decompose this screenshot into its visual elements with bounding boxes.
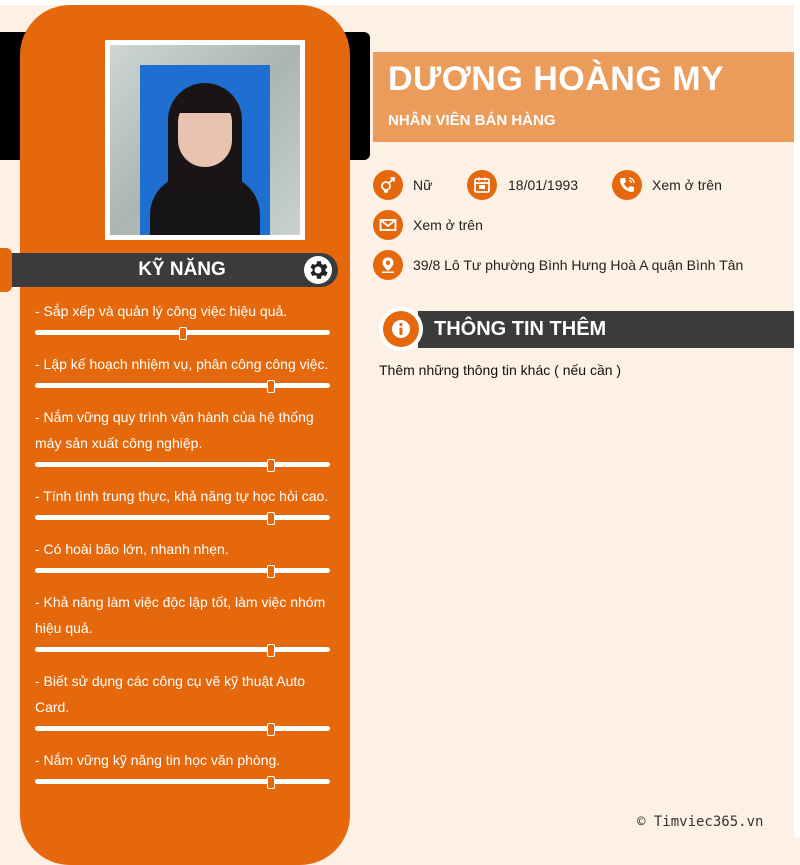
phone-text: Xem ở trên xyxy=(652,177,722,193)
watermark: © Timviec365.vn xyxy=(637,814,764,830)
skill-level-bar xyxy=(35,462,330,467)
birthday-text: 18/01/1993 xyxy=(508,177,579,193)
address-text: 39/8 Lô Tư phường Bình Hưng Hoà A quận Bình Tân xyxy=(413,257,744,273)
skill-level-bar xyxy=(35,515,330,520)
skill-level-bar xyxy=(35,647,330,652)
avatar xyxy=(105,40,305,240)
email-icon xyxy=(373,210,403,240)
gender-text: Nữ xyxy=(413,177,433,193)
skill-item-text: - Sắp xếp và quản lý công việc hiệu quả. xyxy=(35,303,288,319)
additional-info-text: Thêm những thông tin khác ( nếu cần ) xyxy=(379,362,622,378)
skill-level-knob xyxy=(267,644,275,657)
skill-item-text: - Nắm vững kỹ năng tin học văn phòng. xyxy=(35,752,281,768)
skill-level-knob xyxy=(267,723,275,736)
avatar-photo xyxy=(110,45,300,235)
skill-level-knob xyxy=(267,459,275,472)
skill-tab xyxy=(0,248,12,292)
skill-level-bar xyxy=(35,779,330,784)
skill-level-bar xyxy=(35,568,330,573)
phone-icon xyxy=(612,170,642,200)
skill-level-bar xyxy=(35,726,330,731)
gear-icon xyxy=(304,256,332,284)
skill-level-bar xyxy=(35,383,330,388)
skills-header xyxy=(12,253,338,287)
gender-icon xyxy=(373,170,403,200)
skills-title: KỸ NĂNG xyxy=(138,259,226,280)
job-title: NHÂN VIÊN BÁN HÀNG xyxy=(388,112,556,129)
right-strip xyxy=(794,0,800,838)
location-icon xyxy=(373,250,403,280)
skill-level-knob xyxy=(267,565,275,578)
skill-level-knob xyxy=(267,380,275,393)
skill-level-bar xyxy=(35,330,330,335)
skill-item-text: - Biết sử dụng các công cụ vẽ kỹ thuật Auto Card. xyxy=(35,673,306,715)
calendar-icon xyxy=(467,170,497,200)
additional-info-title: THÔNG TIN THÊM xyxy=(434,318,607,340)
skill-item-text: - Khả năng làm việc độc lập tốt, làm việc nhóm hiệu quả. xyxy=(35,594,326,636)
skill-item-text: - Có hoài bão lớn, nhanh nhẹn. xyxy=(35,541,229,557)
skill-level-knob xyxy=(267,512,275,525)
skill-item-text: - Tính tình trung thực, khả năng tự học hỏi cao. xyxy=(35,488,329,504)
skill-level-knob xyxy=(267,776,275,789)
additional-info-header xyxy=(418,311,794,348)
skill-level-knob xyxy=(179,327,187,340)
full-name: DƯƠNG HOÀNG MY xyxy=(388,60,725,98)
skill-item-text: - Nắm vững quy trình vận hành của hệ thống máy sản xuất công nghiệp. xyxy=(35,409,314,451)
name-box xyxy=(373,52,794,142)
email-text: Xem ở trên xyxy=(413,217,483,233)
info-icon xyxy=(379,307,423,351)
skill-item-text: - Lập kế hoạch nhiệm vụ, phân công công việc. xyxy=(35,356,329,372)
